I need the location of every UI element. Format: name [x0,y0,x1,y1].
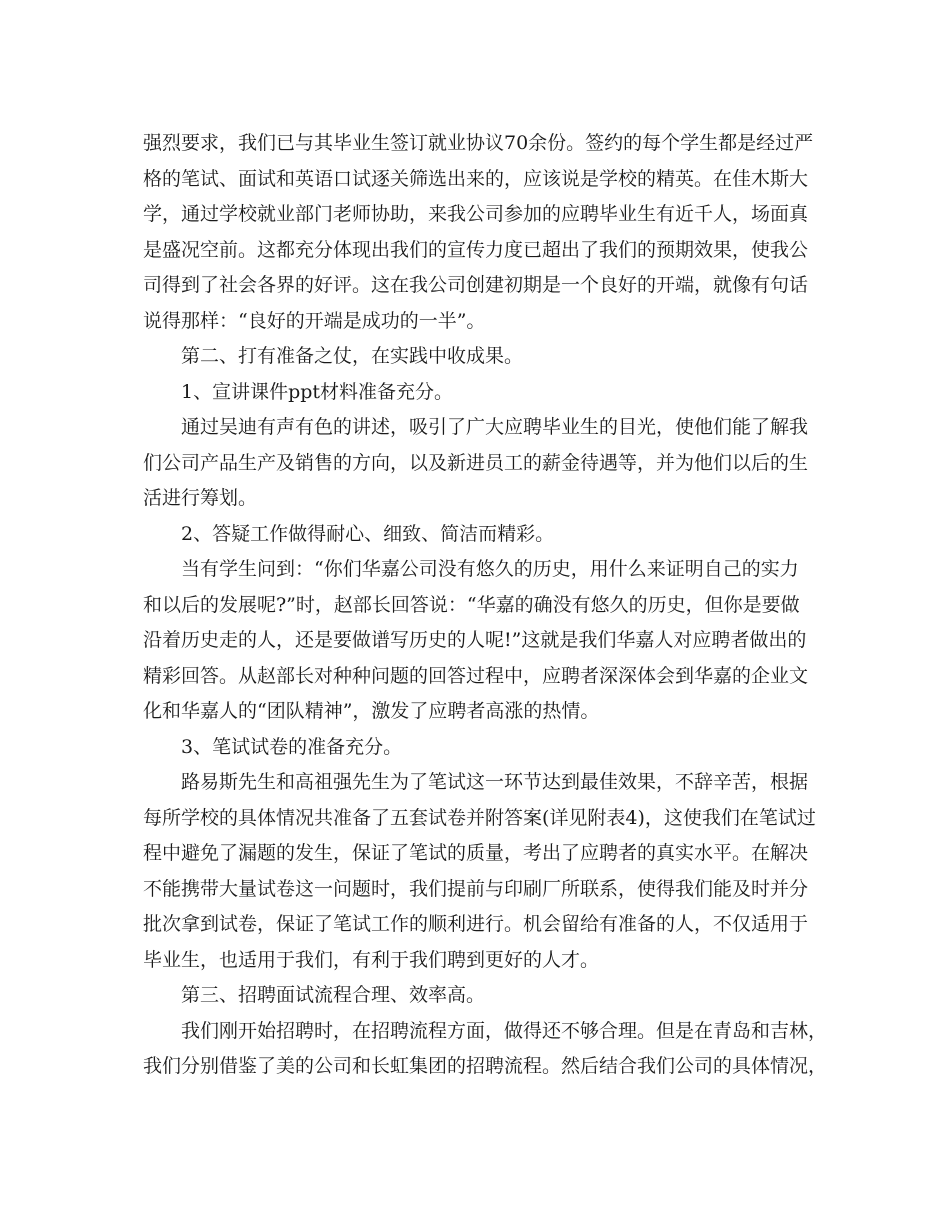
text-line: 我们刚开始招聘时，在招聘流程方面，做得还不够合理。但是在青岛和吉林， [181,1019,828,1042]
text-line: 当有学生问到：“你们华嘉公司没有悠久的历史，用什么来证明自己的实力 [181,558,799,580]
text-line: 精彩回答。从赵部长对种种问题的回答过程中，应聘者深深体会到华嘉的企业文 [143,664,809,687]
document-body [143,126,828,1085]
text-line: 通过吴迪有声有色的讲述，吸引了广大应聘毕业生的目光，使他们能了解我 [181,416,809,438]
text-line: 1、宣讲课件ppt材料准备充分。 [181,380,454,403]
text-line: 不能携带大量试卷这一问题时，我们提前与印刷厂所联系，使得我们能及时并分 [143,877,809,900]
text-line: 路易斯先生和高祖强先生为了笔试这一环节达到最佳效果，不辞辛苦，根据 [181,771,809,793]
text-line: 强烈要求，我们已与其毕业生签订就业协议70余份。签约的每个学生都是经过严 [143,132,814,154]
text-line: 每所学校的具体情况共准备了五套试卷并附答案(详见附表4)，这使我们在笔试过 [143,806,816,829]
text-line: 沿着历史走的人，还是要做谱写历史的人呢!”这就是我们华嘉人对应聘者做出的 [143,629,807,651]
text-line: 是盛况空前。这都充分体现出我们的宣传力度已超出了我们的预期效果，使我公 [143,238,809,261]
text-line: 程中避免了漏题的发生，保证了笔试的质量，考出了应聘者的真实水平。在解决 [143,842,809,864]
text-line: 学，通过学校就业部门老师协助，来我公司参加的应聘毕业生有近千人，场面真 [143,203,809,225]
text-line: 格的笔试、面试和英语口试逐关筛选出来的，应该说是学校的精英。在佳木斯大 [143,167,809,190]
text-line: 化和华嘉人的“团队精神”，激发了应聘者高涨的热情。 [143,700,600,722]
text-line: 说得那样：“良好的开端是成功的一半”。 [143,309,486,332]
text-line: 第二、打有准备之仗，在实践中收成果。 [181,345,524,367]
text-line: 我们分别借鉴了美的公司和长虹集团的招聘流程。然后结合我们公司的具体情况， [143,1055,828,1077]
text-line: 2、答疑工作做得耐心、细致、简洁而精彩。 [181,522,555,545]
text-line: 司得到了社会各界的好评。这在我公司创建初期是一个良好的开端，就像有句话 [143,274,809,296]
text-line: 批次拿到试卷，保证了笔试工作的顺利进行。机会留给有准备的人，不仅适用于 [143,913,809,935]
text-line: 第三、招聘面试流程合理、效率高。 [181,984,486,1006]
text-line: 和以后的发展呢?”时，赵部长回答说：“华嘉的确没有悠久的历史，但你是要做 [143,593,800,616]
text-line: 们公司产品生产及销售的方向，以及新进员工的薪金待遇等，并为他们以后的生 [143,451,809,474]
text-line: 毕业生，也适用于我们，有利于我们聘到更好的人才。 [143,948,600,971]
text-line: 活进行筹划。 [143,487,258,509]
text-line: 3、笔试试卷的准备充分。 [181,735,403,758]
